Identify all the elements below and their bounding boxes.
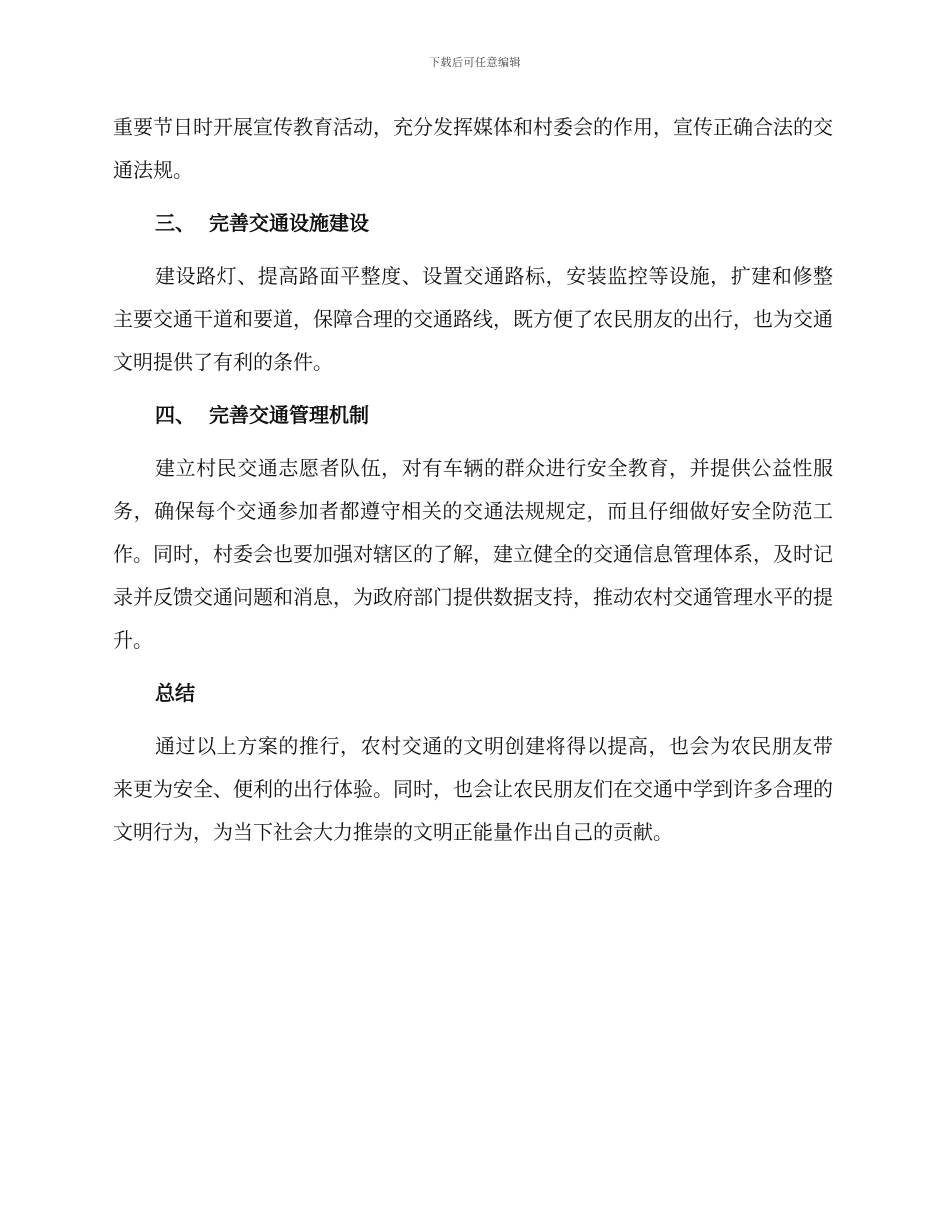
section-3-heading xyxy=(113,202,833,245)
section-4-title: 完善交通管理机制 xyxy=(209,403,369,427)
summary-paragraph: 通过以上方案的推行，农村交通的文明创建将得以提高，也会为农民朋友带来更为安全、便利的出行体验。同时，也会让农民朋友们在交通中学到许多合理的文明行为，为当下社会大力推崇的文明正能量作出自己的贡献。 xyxy=(113,734,833,844)
section-4-number: 四、 xyxy=(155,403,195,427)
intro-paragraph: 重要节日时开展宣传教育活动，充分发挥媒体和村委会的作用，宣传正确合法的交通法规。 xyxy=(113,115,833,182)
section-3-paragraph: 建设路灯、提高路面平整度、设置交通路标，安装监控等设施，扩建和修整主要交通干道和要道，保障合理的交通路线，既方便了农民朋友的出行，也为交通文明提供了有利的条件。 xyxy=(113,264,833,374)
section-3-title: 完善交通设施建设 xyxy=(209,211,369,235)
summary-heading: 总结 xyxy=(155,681,195,705)
section-3-number: 三、 xyxy=(155,211,195,235)
section-4-heading xyxy=(113,394,833,437)
section-4-paragraph: 建立村民交通志愿者队伍，对有车辆的群众进行安全教育，并提供公益性服务，确保每个交通参加者都遵守相关的交通法规规定，而且仔细做好安全防范工作。同时，村委会也要加强对辖区的了解，建立健全的交通信息管理体系，及时记录并反馈交通问题和消息，为政府部门提供数据支持，推动农村交通管理水平的提升。 xyxy=(113,456,833,652)
page-header: 下载后可任意编辑 xyxy=(429,56,521,69)
document-body xyxy=(113,106,833,864)
